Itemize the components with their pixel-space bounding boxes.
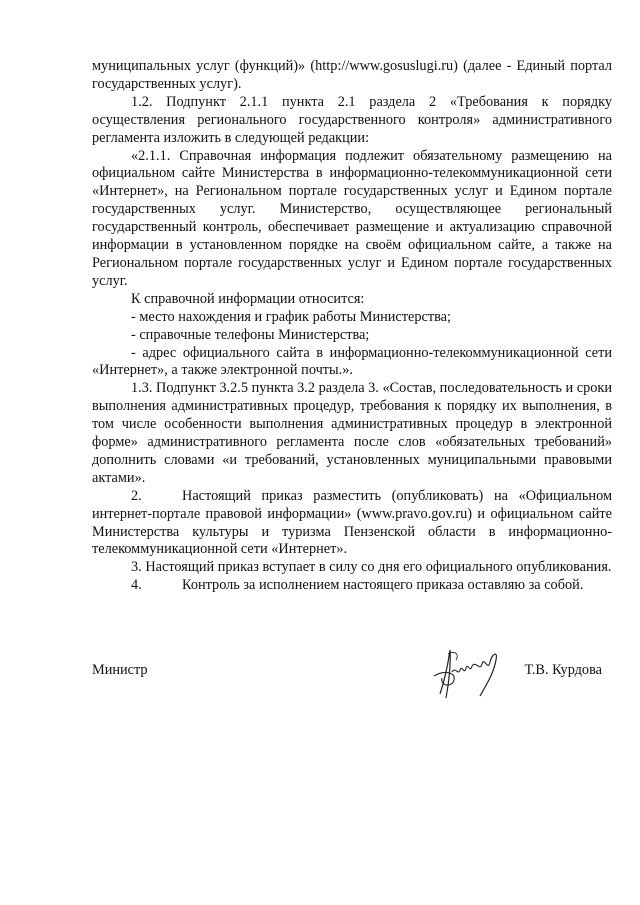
paragraph-2-text: Настоящий приказ разместить (опубликовать) на «Официальном интернет-портале правовой информации» (www.pravo.gov.ru) и официальном сайте Министерства культуры и туризма Пензенской области в информационно-телекоммуникационной сети «Интернет». [92, 487, 612, 558]
paragraph-3 [92, 559, 612, 577]
paragraph-2-number: 2. [131, 487, 142, 504]
list-item-phones: - справочные телефоны Министерства; [131, 326, 370, 343]
paragraph-1-3: 1.3. Подпункт 3.2.5 пункта 3.2 раздела 3. «Состав, последовательность и сроки выполнения административных процедур, требования к порядку их выполнения, в том числе особенности выполнения административных процедур в электронной форме» административного регламента после слов «обязательных требований» дополнить словами «и требований, установленных муниципальными правовыми актами». [92, 380, 612, 486]
paragraph-2-1-1: «2.1.1. Справочная информация подлежит обязательному размещению на официальном сайте Министерства в информационно-телекоммуникационной сети «Интернет», на Региональном портале государственных услуг и Едином портале государственных услуг. Министерство, осуществляющее региональный государственный контроль, обеспечивает размещение и актуализацию справочной информации в установленном порядке на своём официальном сайте, а также на Региональном портале государственных услуг и Едином портале государственных услуг. [92, 147, 612, 289]
paragraph-1-2: 1.2. Подпункт 2.1.1 пункта 2.1 раздела 2 «Требования к порядку осуществления регионального государственного контроля» административного регламента изложить в следующей редакции: [92, 93, 612, 146]
paragraph-continuation: муниципальных услуг (функций)» (http://www.gosuslugi.ru) (далее - Единый портал государственных услуг). [92, 58, 612, 92]
signature-block [92, 642, 612, 722]
paragraph-4 [92, 577, 612, 595]
list-item-site: - адрес официального сайта в информационно-телекоммуникационной сети «Интернет», а также электронной почты.». [92, 344, 612, 379]
paragraph-4-number: 4. [131, 577, 142, 594]
handwritten-signature [430, 642, 502, 704]
document-body [92, 58, 612, 595]
paragraph-ref-info: К справочной информации относится: [131, 290, 365, 307]
signer-position: Министр [92, 662, 148, 678]
paragraph-3-text: Настоящий приказ вступает в силу со дня его официального опубликования. [145, 559, 612, 576]
paragraph-4-text: Контроль за исполнением настоящего приказа оставляю за собой. [182, 577, 584, 594]
signer-name: Т.В. Курдова [524, 662, 602, 678]
paragraph-2 [92, 488, 612, 560]
list-item-location: - место нахождения и график работы Министерства; [131, 308, 451, 325]
paragraph-3-number: 3. [131, 559, 142, 576]
